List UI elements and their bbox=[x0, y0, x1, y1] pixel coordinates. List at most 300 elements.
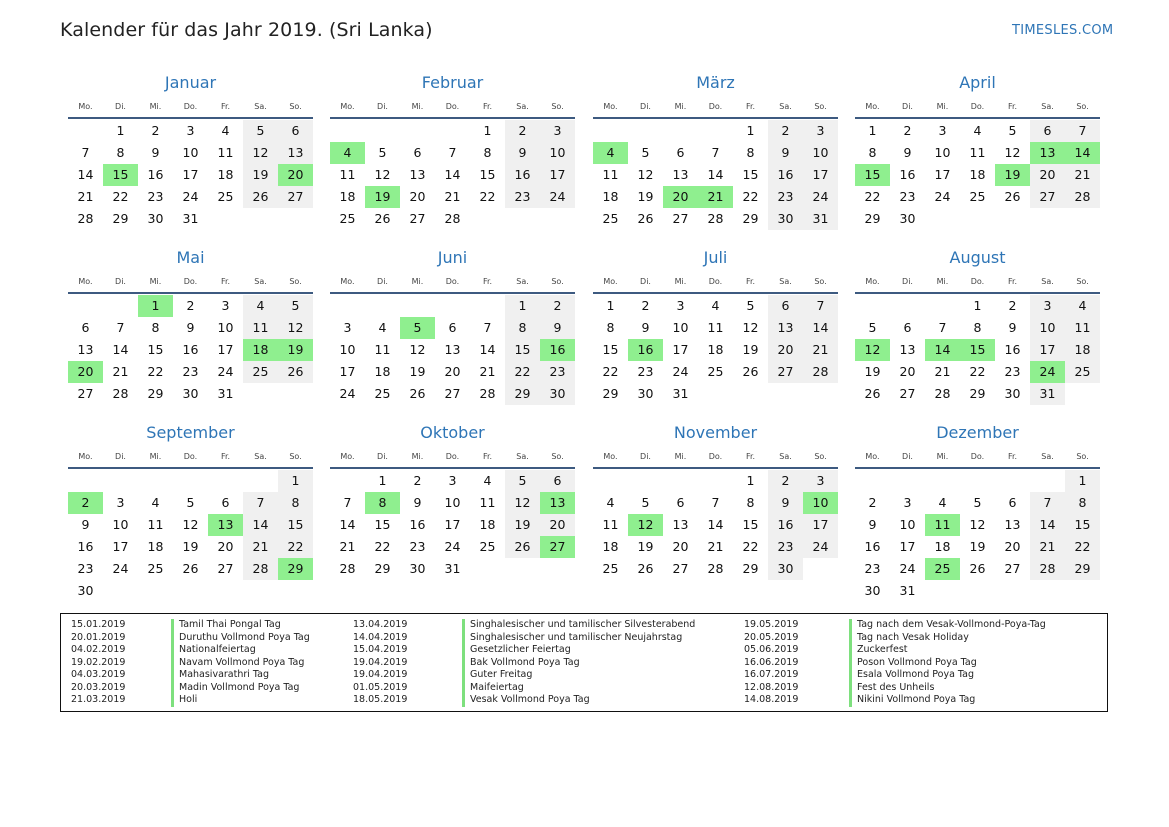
weekday-label: Di. bbox=[640, 277, 651, 286]
day-cell: 3 bbox=[540, 120, 575, 142]
weekday-label: Mi. bbox=[674, 277, 687, 286]
month-name: Mai bbox=[176, 248, 205, 267]
day-cell: 27 bbox=[409, 211, 426, 226]
weekday-header bbox=[330, 97, 575, 119]
day-cell: 26 bbox=[505, 536, 540, 558]
day-cell: 17 bbox=[672, 342, 689, 357]
empty-cell bbox=[855, 295, 890, 317]
month-januar bbox=[68, 72, 313, 230]
holiday-cell: 20 bbox=[278, 164, 313, 186]
legend-holiday-name: Poson Vollmond Poya Tag bbox=[849, 657, 977, 670]
day-cell: 6 bbox=[448, 320, 457, 335]
weekday-label: Sa. bbox=[779, 452, 792, 461]
empty-cell bbox=[173, 470, 208, 492]
day-cell: 21 bbox=[444, 189, 461, 204]
day-cell: 15 bbox=[742, 517, 759, 532]
day-cell: 3 bbox=[343, 320, 352, 335]
day-cell: 28 bbox=[339, 561, 356, 576]
day-cell: 21 bbox=[803, 339, 838, 361]
day-cell: 22 bbox=[147, 364, 164, 379]
holiday-cell: 10 bbox=[803, 492, 838, 514]
empty-cell bbox=[995, 470, 1030, 492]
day-cell: 28 bbox=[1030, 558, 1065, 580]
day-cell: 11 bbox=[1065, 317, 1100, 339]
day-cell: 4 bbox=[973, 123, 982, 138]
weekday-label: Mo. bbox=[340, 102, 355, 111]
day-cell: 22 bbox=[969, 364, 986, 379]
day-cell: 2 bbox=[903, 123, 912, 138]
holiday-cell: 2 bbox=[68, 492, 103, 514]
legend-date: 19.02.2019 bbox=[71, 656, 126, 668]
day-cell: 27 bbox=[672, 211, 689, 226]
day-cell: 11 bbox=[243, 317, 278, 339]
month-oktober bbox=[330, 422, 575, 580]
weekday-label: Mi. bbox=[411, 102, 424, 111]
weekday-label: Di. bbox=[640, 102, 651, 111]
day-cell: 28 bbox=[112, 386, 129, 401]
day-cell: 18 bbox=[707, 342, 724, 357]
holiday-cell: 13 bbox=[1030, 142, 1065, 164]
weekday-label: Mo. bbox=[865, 102, 880, 111]
day-cell: 27 bbox=[899, 386, 916, 401]
empty-cell bbox=[435, 120, 470, 142]
day-cell: 31 bbox=[1030, 383, 1065, 405]
legend-date: 15.04.2019 bbox=[353, 644, 408, 655]
weekday-label: Di. bbox=[115, 102, 126, 111]
day-cell: 3 bbox=[116, 495, 125, 510]
day-cell: 23 bbox=[505, 186, 540, 208]
day-cell: 8 bbox=[483, 145, 492, 160]
day-cell: 11 bbox=[602, 167, 619, 182]
day-cell: 31 bbox=[182, 211, 199, 226]
weekday-label: So. bbox=[551, 277, 564, 286]
day-cell: 1 bbox=[746, 123, 755, 138]
day-cell: 29 bbox=[112, 211, 129, 226]
day-cell: 23 bbox=[768, 536, 803, 558]
day-cell: 17 bbox=[803, 514, 838, 536]
day-cell: 10 bbox=[540, 142, 575, 164]
weekday-label: So. bbox=[289, 277, 302, 286]
day-cell: 17 bbox=[339, 364, 356, 379]
day-cell: 30 bbox=[768, 558, 803, 580]
day-cell: 10 bbox=[444, 495, 461, 510]
month-dezember bbox=[855, 422, 1100, 602]
day-cell: 11 bbox=[969, 145, 986, 160]
weekday-label: So. bbox=[1076, 452, 1089, 461]
day-grid bbox=[593, 295, 838, 405]
day-cell: 24 bbox=[803, 186, 838, 208]
day-cell: 31 bbox=[217, 386, 234, 401]
legend-date: 21.03.2019 bbox=[71, 694, 126, 705]
day-cell: 22 bbox=[602, 364, 619, 379]
day-cell: 4 bbox=[711, 298, 720, 313]
day-cell: 17 bbox=[1030, 339, 1065, 361]
day-cell: 26 bbox=[278, 361, 313, 383]
weekday-label: Sa. bbox=[254, 277, 267, 286]
day-cell: 19 bbox=[742, 342, 759, 357]
day-cell: 23 bbox=[1004, 364, 1021, 379]
day-cell: 15 bbox=[505, 339, 540, 361]
weekday-label: Do. bbox=[183, 277, 198, 286]
empty-cell bbox=[593, 470, 628, 492]
day-cell: 3 bbox=[938, 123, 947, 138]
day-grid bbox=[330, 470, 575, 580]
day-cell: 28 bbox=[479, 386, 496, 401]
holiday-cell: 12 bbox=[628, 514, 663, 536]
weekday-label: Di. bbox=[377, 452, 388, 461]
empty-cell bbox=[400, 295, 435, 317]
day-cell: 9 bbox=[151, 145, 160, 160]
day-cell: 13 bbox=[899, 342, 916, 357]
empty-cell bbox=[925, 470, 960, 492]
day-cell: 13 bbox=[444, 342, 461, 357]
day-cell: 20 bbox=[768, 339, 803, 361]
day-cell: 6 bbox=[676, 495, 685, 510]
day-cell: 28 bbox=[707, 561, 724, 576]
day-cell: 11 bbox=[602, 517, 619, 532]
day-cell: 4 bbox=[151, 495, 160, 510]
empty-cell bbox=[890, 470, 925, 492]
day-cell: 24 bbox=[540, 186, 575, 208]
day-cell: 19 bbox=[505, 514, 540, 536]
day-cell: 17 bbox=[217, 342, 234, 357]
day-cell: 29 bbox=[864, 211, 881, 226]
empty-cell bbox=[855, 470, 890, 492]
weekday-label: Mi. bbox=[936, 452, 949, 461]
day-cell: 6 bbox=[768, 295, 803, 317]
day-cell: 30 bbox=[540, 383, 575, 405]
day-cell: 23 bbox=[147, 189, 164, 204]
month-märz bbox=[593, 72, 838, 230]
day-cell: 12 bbox=[505, 492, 540, 514]
day-cell: 30 bbox=[77, 583, 94, 598]
day-cell: 10 bbox=[803, 142, 838, 164]
day-cell: 31 bbox=[899, 583, 916, 598]
day-cell: 26 bbox=[243, 186, 278, 208]
day-cell: 9 bbox=[413, 495, 422, 510]
month-juli bbox=[593, 247, 838, 405]
day-cell: 14 bbox=[112, 342, 129, 357]
weekday-label: Do. bbox=[445, 102, 460, 111]
holiday-cell: 11 bbox=[925, 514, 960, 536]
day-cell: 12 bbox=[278, 317, 313, 339]
weekday-header bbox=[855, 272, 1100, 294]
day-cell: 18 bbox=[602, 539, 619, 554]
day-cell: 2 bbox=[151, 123, 160, 138]
day-cell: 30 bbox=[147, 211, 164, 226]
day-cell: 21 bbox=[479, 364, 496, 379]
day-cell: 7 bbox=[81, 145, 90, 160]
day-cell: 21 bbox=[707, 539, 724, 554]
day-cell: 15 bbox=[479, 167, 496, 182]
day-cell: 14 bbox=[707, 517, 724, 532]
day-cell: 25 bbox=[969, 189, 986, 204]
legend-holiday-name: Guter Freitag bbox=[462, 669, 532, 682]
holiday-cell: 16 bbox=[540, 339, 575, 361]
day-cell: 22 bbox=[742, 189, 759, 204]
day-cell: 22 bbox=[479, 189, 496, 204]
day-cell: 10 bbox=[672, 320, 689, 335]
day-cell: 6 bbox=[1008, 495, 1017, 510]
month-name: Juli bbox=[703, 248, 728, 267]
day-cell: 16 bbox=[77, 539, 94, 554]
day-grid bbox=[855, 470, 1100, 602]
day-cell: 7 bbox=[803, 295, 838, 317]
day-cell: 12 bbox=[243, 142, 278, 164]
day-cell: 21 bbox=[934, 364, 951, 379]
day-cell: 16 bbox=[768, 164, 803, 186]
day-cell: 18 bbox=[602, 189, 619, 204]
day-cell: 31 bbox=[672, 386, 689, 401]
day-cell: 2 bbox=[186, 298, 195, 313]
day-cell: 15 bbox=[374, 517, 391, 532]
day-cell: 26 bbox=[182, 561, 199, 576]
weekday-header bbox=[593, 272, 838, 294]
legend-holiday-name: Zuckerfest bbox=[849, 644, 908, 657]
day-cell: 25 bbox=[374, 386, 391, 401]
day-cell: 9 bbox=[540, 317, 575, 339]
day-cell: 22 bbox=[505, 361, 540, 383]
day-cell: 1 bbox=[116, 123, 125, 138]
holiday-cell: 4 bbox=[330, 142, 365, 164]
empty-cell bbox=[890, 295, 925, 317]
day-cell: 17 bbox=[934, 167, 951, 182]
holiday-cell: 27 bbox=[540, 536, 575, 558]
empty-cell bbox=[470, 295, 505, 317]
month-name: April bbox=[959, 73, 996, 92]
day-cell: 10 bbox=[934, 145, 951, 160]
day-cell: 28 bbox=[444, 211, 461, 226]
day-cell: 13 bbox=[278, 142, 313, 164]
day-cell: 16 bbox=[768, 514, 803, 536]
empty-cell bbox=[68, 295, 103, 317]
day-cell: 1 bbox=[973, 298, 982, 313]
day-cell: 25 bbox=[217, 189, 234, 204]
weekday-header bbox=[593, 447, 838, 469]
weekday-label: So. bbox=[1076, 102, 1089, 111]
day-cell: 22 bbox=[112, 189, 129, 204]
month-name: Juni bbox=[437, 248, 468, 267]
weekday-label: Do. bbox=[183, 452, 198, 461]
day-cell: 14 bbox=[77, 167, 94, 182]
day-cell: 19 bbox=[637, 539, 654, 554]
day-cell: 14 bbox=[803, 317, 838, 339]
day-cell: 1 bbox=[1065, 470, 1100, 492]
weekday-label: Sa. bbox=[516, 452, 529, 461]
day-grid bbox=[68, 295, 313, 405]
holiday-cell: 15 bbox=[103, 164, 138, 186]
day-cell: 22 bbox=[742, 539, 759, 554]
day-cell: 10 bbox=[182, 145, 199, 160]
day-cell: 25 bbox=[479, 539, 496, 554]
legend-holiday-name: Singhalesischer und tamilischer Silvesterabend bbox=[462, 619, 695, 632]
day-cell: 23 bbox=[182, 364, 199, 379]
empty-cell bbox=[1030, 470, 1065, 492]
weekday-label: Sa. bbox=[254, 102, 267, 111]
empty-cell bbox=[208, 470, 243, 492]
day-cell: 4 bbox=[606, 495, 615, 510]
day-cell: 29 bbox=[1065, 558, 1100, 580]
day-cell: 1 bbox=[483, 123, 492, 138]
day-cell: 1 bbox=[868, 123, 877, 138]
weekday-label: Mi. bbox=[149, 277, 162, 286]
day-cell: 3 bbox=[803, 470, 838, 492]
weekday-label: Fr. bbox=[220, 102, 231, 111]
month-name: September bbox=[146, 423, 235, 442]
brand-link[interactable]: TIMESLES.COM bbox=[1012, 23, 1114, 38]
weekday-label: So. bbox=[1076, 277, 1089, 286]
legend-holiday-name: Duruthu Vollmond Poya Tag bbox=[171, 632, 310, 645]
day-cell: 2 bbox=[540, 295, 575, 317]
weekday-label: Mo. bbox=[78, 102, 93, 111]
day-cell: 22 bbox=[278, 536, 313, 558]
day-cell: 9 bbox=[1008, 320, 1017, 335]
day-cell: 3 bbox=[1030, 295, 1065, 317]
legend-date: 05.06.2019 bbox=[744, 644, 799, 655]
weekday-label: Fr. bbox=[220, 452, 231, 461]
weekday-header bbox=[855, 447, 1100, 469]
day-cell: 16 bbox=[182, 342, 199, 357]
day-cell: 30 bbox=[899, 211, 916, 226]
day-cell: 8 bbox=[868, 145, 877, 160]
month-name: November bbox=[673, 423, 758, 442]
day-cell: 29 bbox=[969, 386, 986, 401]
day-cell: 25 bbox=[602, 211, 619, 226]
day-cell: 14 bbox=[707, 167, 724, 182]
holiday-cell: 24 bbox=[1030, 361, 1065, 383]
day-cell: 9 bbox=[768, 492, 803, 514]
day-cell: 20 bbox=[217, 539, 234, 554]
day-cell: 11 bbox=[147, 517, 164, 532]
day-cell: 5 bbox=[505, 470, 540, 492]
empty-cell bbox=[628, 120, 663, 142]
month-mai bbox=[68, 247, 313, 405]
day-cell: 9 bbox=[641, 320, 650, 335]
day-cell: 7 bbox=[711, 495, 720, 510]
weekday-label: Mi. bbox=[149, 102, 162, 111]
day-cell: 14 bbox=[1030, 514, 1065, 536]
empty-cell bbox=[68, 470, 103, 492]
legend-date: 19.05.2019 bbox=[744, 619, 799, 630]
day-cell: 18 bbox=[969, 167, 986, 182]
day-cell: 13 bbox=[1004, 517, 1021, 532]
holiday-cell: 8 bbox=[365, 492, 400, 514]
day-cell: 29 bbox=[602, 386, 619, 401]
day-cell: 27 bbox=[444, 386, 461, 401]
legend-holiday-name: Tag nach Vesak Holiday bbox=[849, 632, 969, 645]
legend-holiday-name: Madin Vollmond Poya Tag bbox=[171, 682, 299, 695]
day-cell: 4 bbox=[483, 473, 492, 488]
day-cell: 13 bbox=[672, 517, 689, 532]
day-cell: 18 bbox=[1065, 339, 1100, 361]
day-cell: 8 bbox=[973, 320, 982, 335]
weekday-label: Fr. bbox=[745, 452, 756, 461]
day-cell: 5 bbox=[278, 295, 313, 317]
holiday-legend bbox=[60, 613, 1108, 712]
day-cell: 12 bbox=[742, 320, 759, 335]
empty-cell bbox=[330, 120, 365, 142]
day-cell: 24 bbox=[182, 189, 199, 204]
day-cell: 27 bbox=[672, 561, 689, 576]
day-cell: 23 bbox=[540, 361, 575, 383]
legend-holiday-name: Navam Vollmond Poya Tag bbox=[171, 657, 304, 670]
day-cell: 4 bbox=[1065, 295, 1100, 317]
day-cell: 14 bbox=[339, 517, 356, 532]
day-cell: 18 bbox=[934, 539, 951, 554]
day-cell: 28 bbox=[803, 361, 838, 383]
day-cell: 26 bbox=[1004, 189, 1021, 204]
weekday-label: Do. bbox=[708, 277, 723, 286]
day-cell: 9 bbox=[505, 142, 540, 164]
day-cell: 4 bbox=[243, 295, 278, 317]
legend-date: 13.04.2019 bbox=[353, 619, 408, 630]
weekday-label: Mo. bbox=[603, 452, 618, 461]
day-cell: 7 bbox=[448, 145, 457, 160]
day-cell: 14 bbox=[243, 514, 278, 536]
day-cell: 10 bbox=[112, 517, 129, 532]
day-cell: 13 bbox=[77, 342, 94, 357]
holiday-cell: 21 bbox=[698, 186, 733, 208]
day-cell: 6 bbox=[413, 145, 422, 160]
day-cell: 17 bbox=[540, 164, 575, 186]
legend-holiday-name: Holi bbox=[171, 694, 197, 707]
day-cell: 21 bbox=[1030, 536, 1065, 558]
day-grid bbox=[855, 295, 1100, 405]
day-cell: 25 bbox=[147, 561, 164, 576]
day-cell: 6 bbox=[221, 495, 230, 510]
day-cell: 20 bbox=[444, 364, 461, 379]
empty-cell bbox=[663, 120, 698, 142]
day-grid bbox=[68, 120, 313, 230]
weekday-label: Mo. bbox=[78, 452, 93, 461]
day-cell: 14 bbox=[444, 167, 461, 182]
day-cell: 10 bbox=[217, 320, 234, 335]
day-cell: 6 bbox=[903, 320, 912, 335]
day-cell: 1 bbox=[505, 295, 540, 317]
holiday-cell: 20 bbox=[663, 186, 698, 208]
legend-holiday-name: Esala Vollmond Poya Tag bbox=[849, 669, 974, 682]
day-cell: 18 bbox=[147, 539, 164, 554]
month-juni bbox=[330, 247, 575, 405]
weekday-label: Di. bbox=[902, 277, 913, 286]
day-cell: 27 bbox=[77, 386, 94, 401]
empty-cell bbox=[400, 120, 435, 142]
day-cell: 16 bbox=[409, 517, 426, 532]
weekday-label: Mo. bbox=[340, 277, 355, 286]
day-cell: 12 bbox=[409, 342, 426, 357]
legend-holiday-name: Mahasivarathri Tag bbox=[171, 669, 269, 682]
day-cell: 4 bbox=[221, 123, 230, 138]
legend-date: 14.08.2019 bbox=[744, 694, 799, 705]
weekday-label: Di. bbox=[377, 277, 388, 286]
weekday-label: Sa. bbox=[1041, 452, 1054, 461]
holiday-cell: 19 bbox=[995, 164, 1030, 186]
day-cell: 4 bbox=[938, 495, 947, 510]
weekday-label: Do. bbox=[708, 452, 723, 461]
day-cell: 16 bbox=[147, 167, 164, 182]
holiday-cell: 18 bbox=[243, 339, 278, 361]
weekday-label: Do. bbox=[708, 102, 723, 111]
empty-cell bbox=[925, 295, 960, 317]
day-cell: 20 bbox=[1030, 164, 1065, 186]
day-cell: 23 bbox=[864, 561, 881, 576]
month-name: Oktober bbox=[420, 423, 485, 442]
weekday-header bbox=[68, 447, 313, 469]
day-cell: 22 bbox=[374, 539, 391, 554]
day-cell: 17 bbox=[899, 539, 916, 554]
day-cell: 29 bbox=[742, 211, 759, 226]
day-cell: 15 bbox=[278, 514, 313, 536]
